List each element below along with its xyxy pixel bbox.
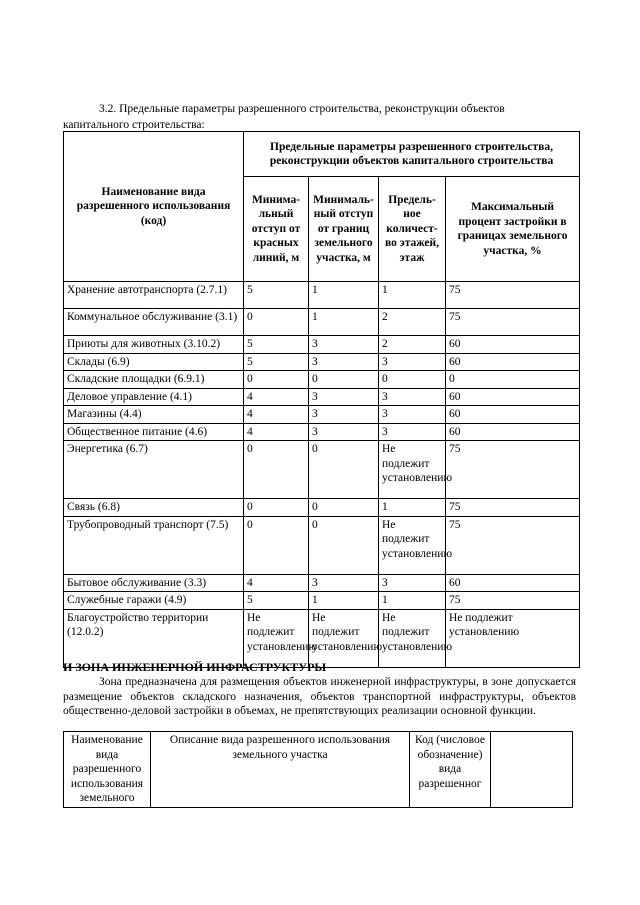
cell-max-coverage: 75 (446, 282, 580, 309)
cell-max-floors: Не подлежит установлению (379, 609, 446, 667)
cell-min-setback-boundaries: 3 (309, 406, 379, 424)
cell-max-coverage: 75 (446, 499, 580, 517)
cell-min-setback-boundaries: 1 (309, 592, 379, 610)
limit-parameters-body (64, 282, 580, 668)
cell-max-floors: 2 (379, 336, 446, 354)
uses-header-description: Описание вида разрешенного использования земельного участка (151, 732, 410, 808)
cell-min-setback-boundaries: 3 (309, 423, 379, 441)
cell-use-name: Приюты для животных (3.10.2) (64, 336, 244, 354)
header-use-name: Наименование вида разрешенного использования (код) (64, 132, 244, 282)
permitted-uses-table (63, 731, 573, 808)
cell-use-name: Благоустройство территории (12.0.2) (64, 609, 244, 667)
cell-min-setback-red-lines: 5 (244, 592, 309, 610)
cell-min-setback-red-lines: 5 (244, 282, 309, 309)
cell-max-coverage: 60 (446, 353, 580, 371)
cell-use-name: Складские площадки (6.9.1) (64, 371, 244, 389)
cell-min-setback-red-lines: 0 (244, 441, 309, 499)
table-row (64, 353, 580, 371)
cell-max-floors: 3 (379, 574, 446, 592)
cell-min-setback-boundaries: 3 (309, 388, 379, 406)
cell-max-floors: Не подлежит установлению (379, 516, 446, 574)
cell-min-setback-red-lines: 4 (244, 406, 309, 424)
uses-header-name: Наименование вида разрешенного использования земельного (64, 732, 151, 808)
cell-max-coverage: 75 (446, 592, 580, 610)
header-min-setback-boundaries: Минималь-ный отступ от границ земельного участка, м (309, 177, 379, 282)
cell-max-coverage: 60 (446, 406, 580, 424)
cell-use-name: Коммунальное обслуживание (3.1) (64, 309, 244, 336)
cell-max-floors: 2 (379, 309, 446, 336)
table-row (64, 609, 580, 667)
cell-max-coverage: 60 (446, 388, 580, 406)
cell-min-setback-boundaries: 1 (309, 282, 379, 309)
cell-min-setback-red-lines: 4 (244, 388, 309, 406)
cell-min-setback-boundaries: 3 (309, 336, 379, 354)
table-row (64, 406, 580, 424)
header-limit-parameters: Предельные параметры разрешенного строительства, реконструкции объектов капитального строительства (244, 132, 580, 177)
table-row (64, 592, 580, 610)
cell-max-floors: 3 (379, 388, 446, 406)
cell-max-floors: 0 (379, 371, 446, 389)
cell-min-setback-boundaries: 0 (309, 499, 379, 517)
cell-max-floors: 3 (379, 353, 446, 371)
cell-max-coverage: 75 (446, 516, 580, 574)
table-row (64, 371, 580, 389)
table-row (64, 423, 580, 441)
cell-max-floors: 1 (379, 499, 446, 517)
table-row (64, 336, 580, 354)
cell-use-name: Служебные гаражи (4.9) (64, 592, 244, 610)
table-row (64, 441, 580, 499)
zone-description-text: Зона предназначена для размещения объектов инженерной инфраструктуры, в зоне допускается размещение объектов складского назначения, объектов транспортной инфраструктуры, объектов общественно-деловой застройки в объемах, не препятствующих реализации основной функции. (63, 676, 576, 717)
cell-min-setback-red-lines: 0 (244, 516, 309, 574)
cell-min-setback-boundaries: Не подлежит установлению (309, 609, 379, 667)
cell-min-setback-red-lines: 5 (244, 353, 309, 371)
uses-header-code: Код (числовое обозначение) вида разрешенног (410, 732, 491, 808)
cell-max-floors: 1 (379, 592, 446, 610)
table-row (64, 516, 580, 574)
table-row (64, 574, 580, 592)
cell-min-setback-boundaries: 1 (309, 309, 379, 336)
table-row (64, 282, 580, 309)
cell-use-name: Трубопроводный транспорт (7.5) (64, 516, 244, 574)
cell-use-name: Склады (6.9) (64, 353, 244, 371)
cell-min-setback-red-lines: 0 (244, 309, 309, 336)
cell-min-setback-boundaries: 3 (309, 353, 379, 371)
cell-min-setback-boundaries: 3 (309, 574, 379, 592)
table-row (64, 388, 580, 406)
table-row (64, 309, 580, 336)
cell-max-floors: 3 (379, 406, 446, 424)
cell-min-setback-red-lines: 4 (244, 423, 309, 441)
zone-description (63, 675, 576, 719)
cell-max-floors: 3 (379, 423, 446, 441)
header-max-floors: Предель-ное количест-во этажей, этаж (379, 177, 446, 282)
cell-max-coverage: 60 (446, 336, 580, 354)
section-heading (63, 101, 583, 133)
cell-max-coverage: 0 (446, 371, 580, 389)
cell-max-coverage: 75 (446, 309, 580, 336)
section-heading-line1: 3.2. Предельные параметры разрешенного строительства, реконструкции объектов (99, 103, 505, 115)
cell-min-setback-red-lines: 5 (244, 336, 309, 354)
zone-title: И ЗОНА ИНЖЕНЕРНОЙ ИНФРАСТРУКТУРЫ (63, 660, 327, 674)
limit-parameters-table (63, 131, 580, 668)
cell-min-setback-red-lines: 0 (244, 499, 309, 517)
cell-use-name: Хранение автотранспорта (2.7.1) (64, 282, 244, 309)
cell-max-floors: Не подлежит установлению (379, 441, 446, 499)
cell-use-name: Магазины (4.4) (64, 406, 244, 424)
cell-max-coverage: 60 (446, 423, 580, 441)
cell-max-coverage: 75 (446, 441, 580, 499)
cell-min-setback-red-lines: 0 (244, 371, 309, 389)
cell-max-coverage: 60 (446, 574, 580, 592)
cell-use-name: Общественное питание (4.6) (64, 423, 244, 441)
header-min-setback-red-lines: Минима-льный отступ от красных линий, м (244, 177, 309, 282)
section-heading-line2: капитального строительства: (63, 119, 205, 131)
cell-use-name: Деловое управление (4.1) (64, 388, 244, 406)
cell-min-setback-red-lines: 4 (244, 574, 309, 592)
cell-max-floors: 1 (379, 282, 446, 309)
table-row (64, 499, 580, 517)
cell-use-name: Бытовое обслуживание (3.3) (64, 574, 244, 592)
cell-use-name: Связь (6.8) (64, 499, 244, 517)
cell-use-name: Энергетика (6.7) (64, 441, 244, 499)
cell-min-setback-boundaries: 0 (309, 441, 379, 499)
cell-min-setback-red-lines: Не подлежит установлению (244, 609, 309, 667)
uses-header-empty (491, 732, 573, 808)
cell-min-setback-boundaries: 0 (309, 371, 379, 389)
cell-max-coverage: Не подлежит установлению (446, 609, 580, 667)
header-max-coverage: Максимальный процент застройки в границах земельного участка, % (446, 177, 580, 282)
cell-min-setback-boundaries: 0 (309, 516, 379, 574)
